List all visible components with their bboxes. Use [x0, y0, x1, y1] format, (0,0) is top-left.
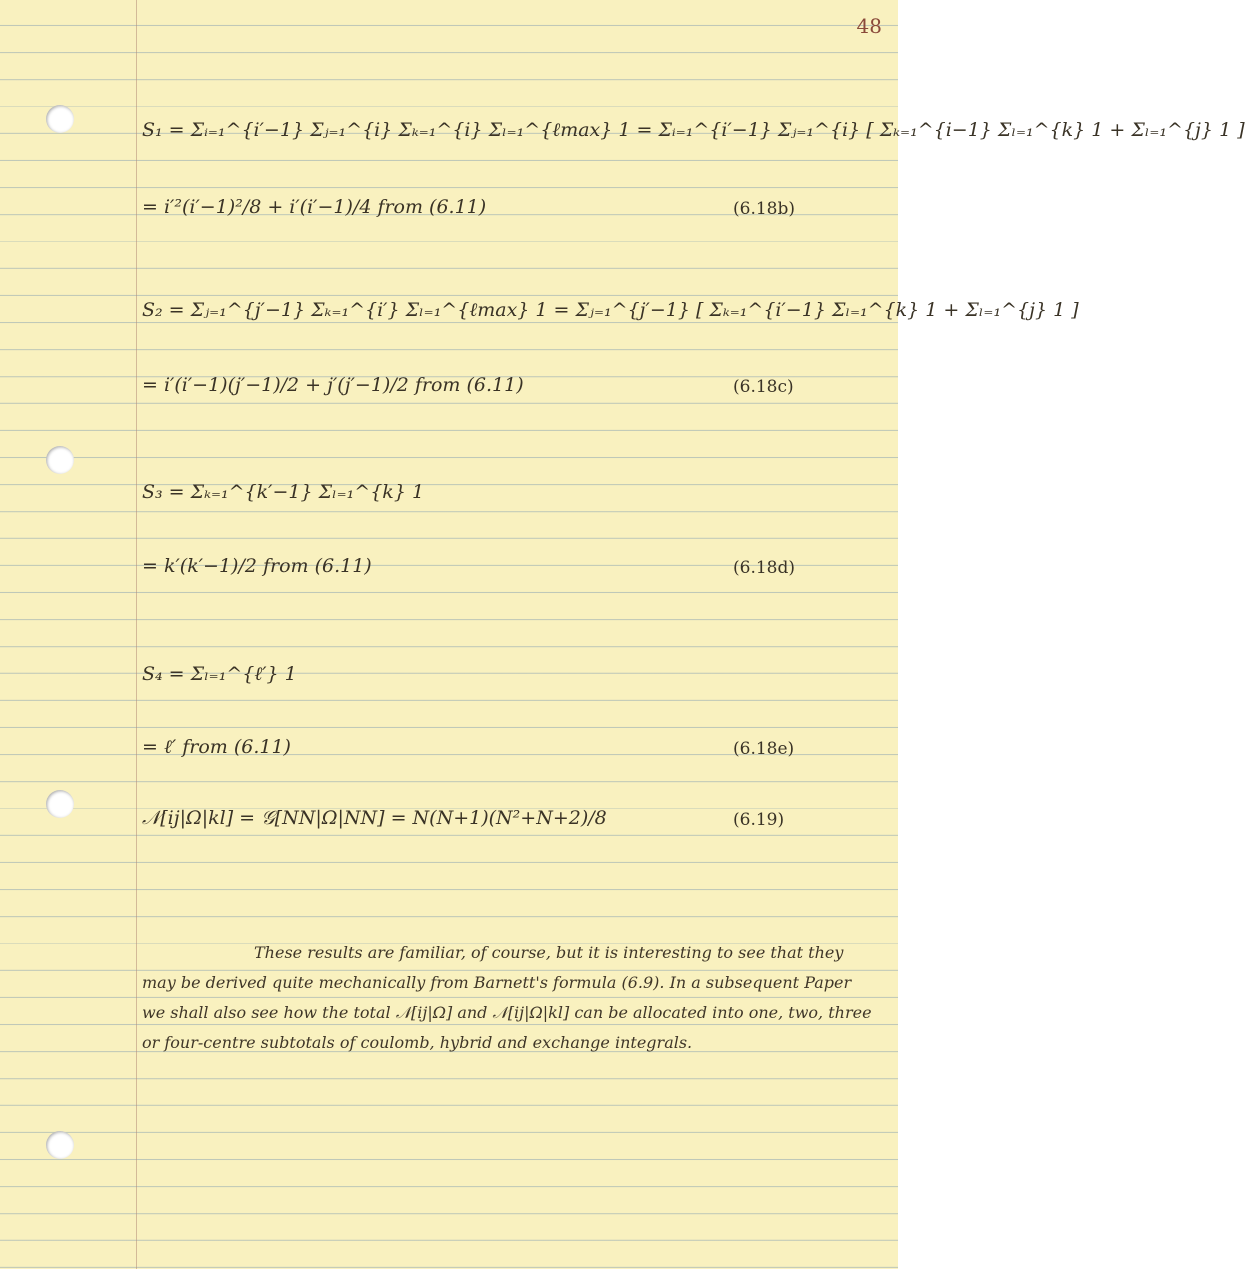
equation-s4-result: = ℓ′ from (6.11) [142, 736, 291, 758]
punch-hole [46, 105, 74, 133]
punch-hole [46, 790, 74, 818]
equation-s1-result: = i′²(i′−1)²/8 + i′(i′−1)/4 from (6.11) [142, 196, 487, 218]
equation-s3-result: = k′(k′−1)/2 from (6.11) [142, 555, 372, 577]
equation-number: (6.18d) [733, 558, 795, 578]
punch-hole [46, 446, 74, 474]
equation-s3: S₃ = Σₖ₌₁^{k′−1} Σₗ₌₁^{k} 1 [142, 481, 425, 503]
page-number: 48 [856, 14, 882, 38]
closing-paragraph [142, 938, 872, 1058]
equation-s2: S₂ = Σⱼ₌₁^{j′−1} Σₖ₌₁^{i′} Σₗ₌₁^{ℓmax} 1 = Σⱼ₌₁^{j′−1} [ Σₖ₌₁^{i′−1} Σₗ₌₁^{k} 1 + Σₗ₌₁^{j} 1 ] [142, 299, 1079, 321]
equation-s4: S₄ = Σₗ₌₁^{ℓ′} 1 [142, 663, 297, 685]
equation-number: (6.18c) [733, 377, 794, 397]
equation-n-total: 𝒩[ij|Ω|kl] = 𝒢[NN|Ω|NN] = N(N+1)(N²+N+2)/8 [142, 807, 607, 829]
margin-line [136, 0, 137, 1269]
equation-number: (6.18e) [733, 739, 795, 759]
equation-s2-result: = i′(i′−1)(j′−1)/2 + j′(j′−1)/2 from (6.11) [142, 374, 524, 396]
punch-hole [46, 1131, 74, 1159]
equation-s1: S₁ = Σᵢ₌₁^{i′−1} Σⱼ₌₁^{i} Σₖ₌₁^{i} Σₗ₌₁^{ℓmax} 1 = Σᵢ₌₁^{i′−1} Σⱼ₌₁^{i} [ Σₖ₌₁^{i−1} Σₗ₌₁^{k} 1 + Σₗ₌₁^{j} 1 ] [142, 119, 1245, 141]
equation-number: (6.18b) [733, 199, 795, 219]
paragraph-text: These results are familiar, of course, but it is interesting to see that they may be derived quite mechanically from Barnett's formula (6.9). In a subsequent Paper we shall also see how the total 𝒩[ij|Ω] and 𝒩[ij|Ω|kl] can be allocated into one, two, three or four-centre subtotals of coulomb, hybrid and exchange integrals. [142, 943, 872, 1052]
equation-number: (6.19) [733, 810, 785, 830]
